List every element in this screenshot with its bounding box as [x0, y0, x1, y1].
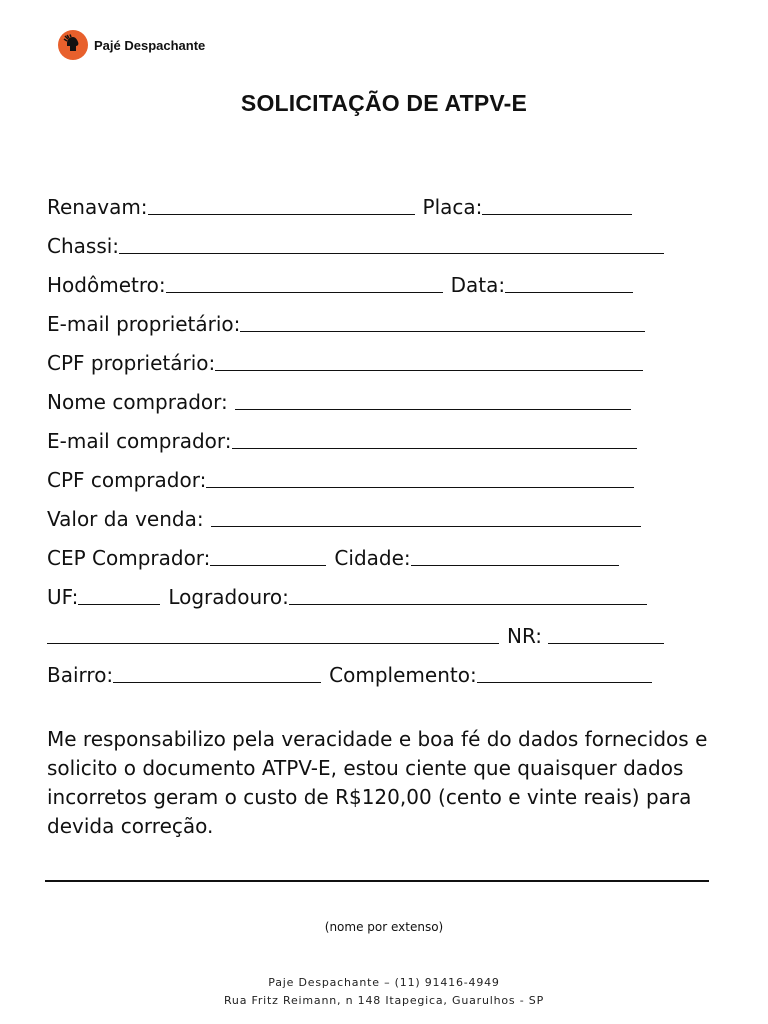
- footer-contact: Paje Despachante – (11) 91416-4949: [268, 976, 500, 989]
- form-row-cpf-comprador: [47, 453, 687, 492]
- placa-label: Placa:: [422, 195, 483, 219]
- form-row-cpf-proprietario: [47, 336, 687, 375]
- data-label: Data:: [450, 273, 506, 297]
- email-proprietario-field[interactable]: [240, 331, 645, 332]
- company-logo: [58, 30, 205, 60]
- headdress-logo-icon: [58, 30, 88, 60]
- form-row-logradouro-cont-nr: [47, 609, 687, 648]
- form-row-chassi: [47, 219, 687, 258]
- footer-address: Rua Fritz Reimann, n 148 Itapegica, Guarulhos - SP: [223, 994, 545, 1007]
- page-title: SOLICITAÇÃO DE ATPV-E: [240, 90, 528, 116]
- renavam-label: Renavam:: [47, 195, 148, 219]
- logradouro-field[interactable]: [289, 604, 647, 605]
- uf-label: UF:: [47, 585, 79, 609]
- cidade-field[interactable]: [411, 565, 619, 566]
- form-row-bairro-complemento: [47, 648, 687, 687]
- cidade-label: Cidade:: [334, 546, 411, 570]
- signature-line[interactable]: [45, 880, 709, 882]
- data-field[interactable]: [505, 292, 633, 293]
- uf-field[interactable]: [78, 604, 160, 605]
- form-row-hodometro: [47, 258, 687, 297]
- email-proprietario-label: E-mail proprietário:: [47, 312, 241, 336]
- email-comprador-field[interactable]: [232, 448, 637, 449]
- hodometro-field[interactable]: [166, 292, 443, 293]
- logradouro-continuation-field[interactable]: [47, 643, 499, 644]
- cpf-proprietario-field[interactable]: [215, 370, 643, 371]
- nome-comprador-field[interactable]: [235, 409, 631, 410]
- form-row-uf-logradouro: [47, 570, 687, 609]
- complemento-label: Complemento:: [329, 663, 477, 687]
- complemento-field[interactable]: [477, 682, 652, 683]
- valor-venda-field[interactable]: [211, 526, 641, 527]
- cpf-proprietario-label: CPF proprietário:: [47, 351, 216, 375]
- chassi-field[interactable]: [119, 253, 664, 254]
- renavam-field[interactable]: [148, 214, 415, 215]
- signature-caption: (nome por extenso): [324, 920, 444, 934]
- nr-field[interactable]: [548, 643, 664, 644]
- form-row-email-proprietario: [47, 297, 687, 336]
- form-row-nome-comprador: [47, 375, 687, 414]
- form-fields: [47, 180, 687, 687]
- nr-label: NR:: [507, 624, 542, 648]
- email-comprador-label: E-mail comprador:: [47, 429, 232, 453]
- logradouro-label: Logradouro:: [168, 585, 289, 609]
- company-name: Pajé Despachante: [94, 37, 206, 53]
- placa-field[interactable]: [482, 214, 632, 215]
- cpf-comprador-field[interactable]: [206, 487, 634, 488]
- cep-comprador-label: CEP Comprador:: [47, 546, 211, 570]
- bairro-field[interactable]: [113, 682, 321, 683]
- chassi-label: Chassi:: [47, 234, 120, 258]
- form-row-email-comprador: [47, 414, 687, 453]
- form-row-renavam: [47, 180, 687, 219]
- form-row-cep-cidade: [47, 531, 687, 570]
- form-row-valor-venda: [47, 492, 687, 531]
- responsibility-statement: Me responsabilizo pela veracidade e boa fé do dados fornecidos e solicito o documento ATPV-E, estou ciente que quaisquer dados incorretos geram o custo de R$120,00 (cento e vinte reais) para devida correção.: [47, 727, 708, 838]
- cep-comprador-field[interactable]: [210, 565, 326, 566]
- valor-venda-label: Valor da venda:: [47, 507, 204, 531]
- cpf-comprador-label: CPF comprador:: [47, 468, 207, 492]
- footer: [0, 974, 768, 1010]
- bairro-label: Bairro:: [47, 663, 114, 687]
- nome-comprador-label: Nome comprador:: [47, 390, 228, 414]
- hodometro-label: Hodômetro:: [47, 273, 166, 297]
